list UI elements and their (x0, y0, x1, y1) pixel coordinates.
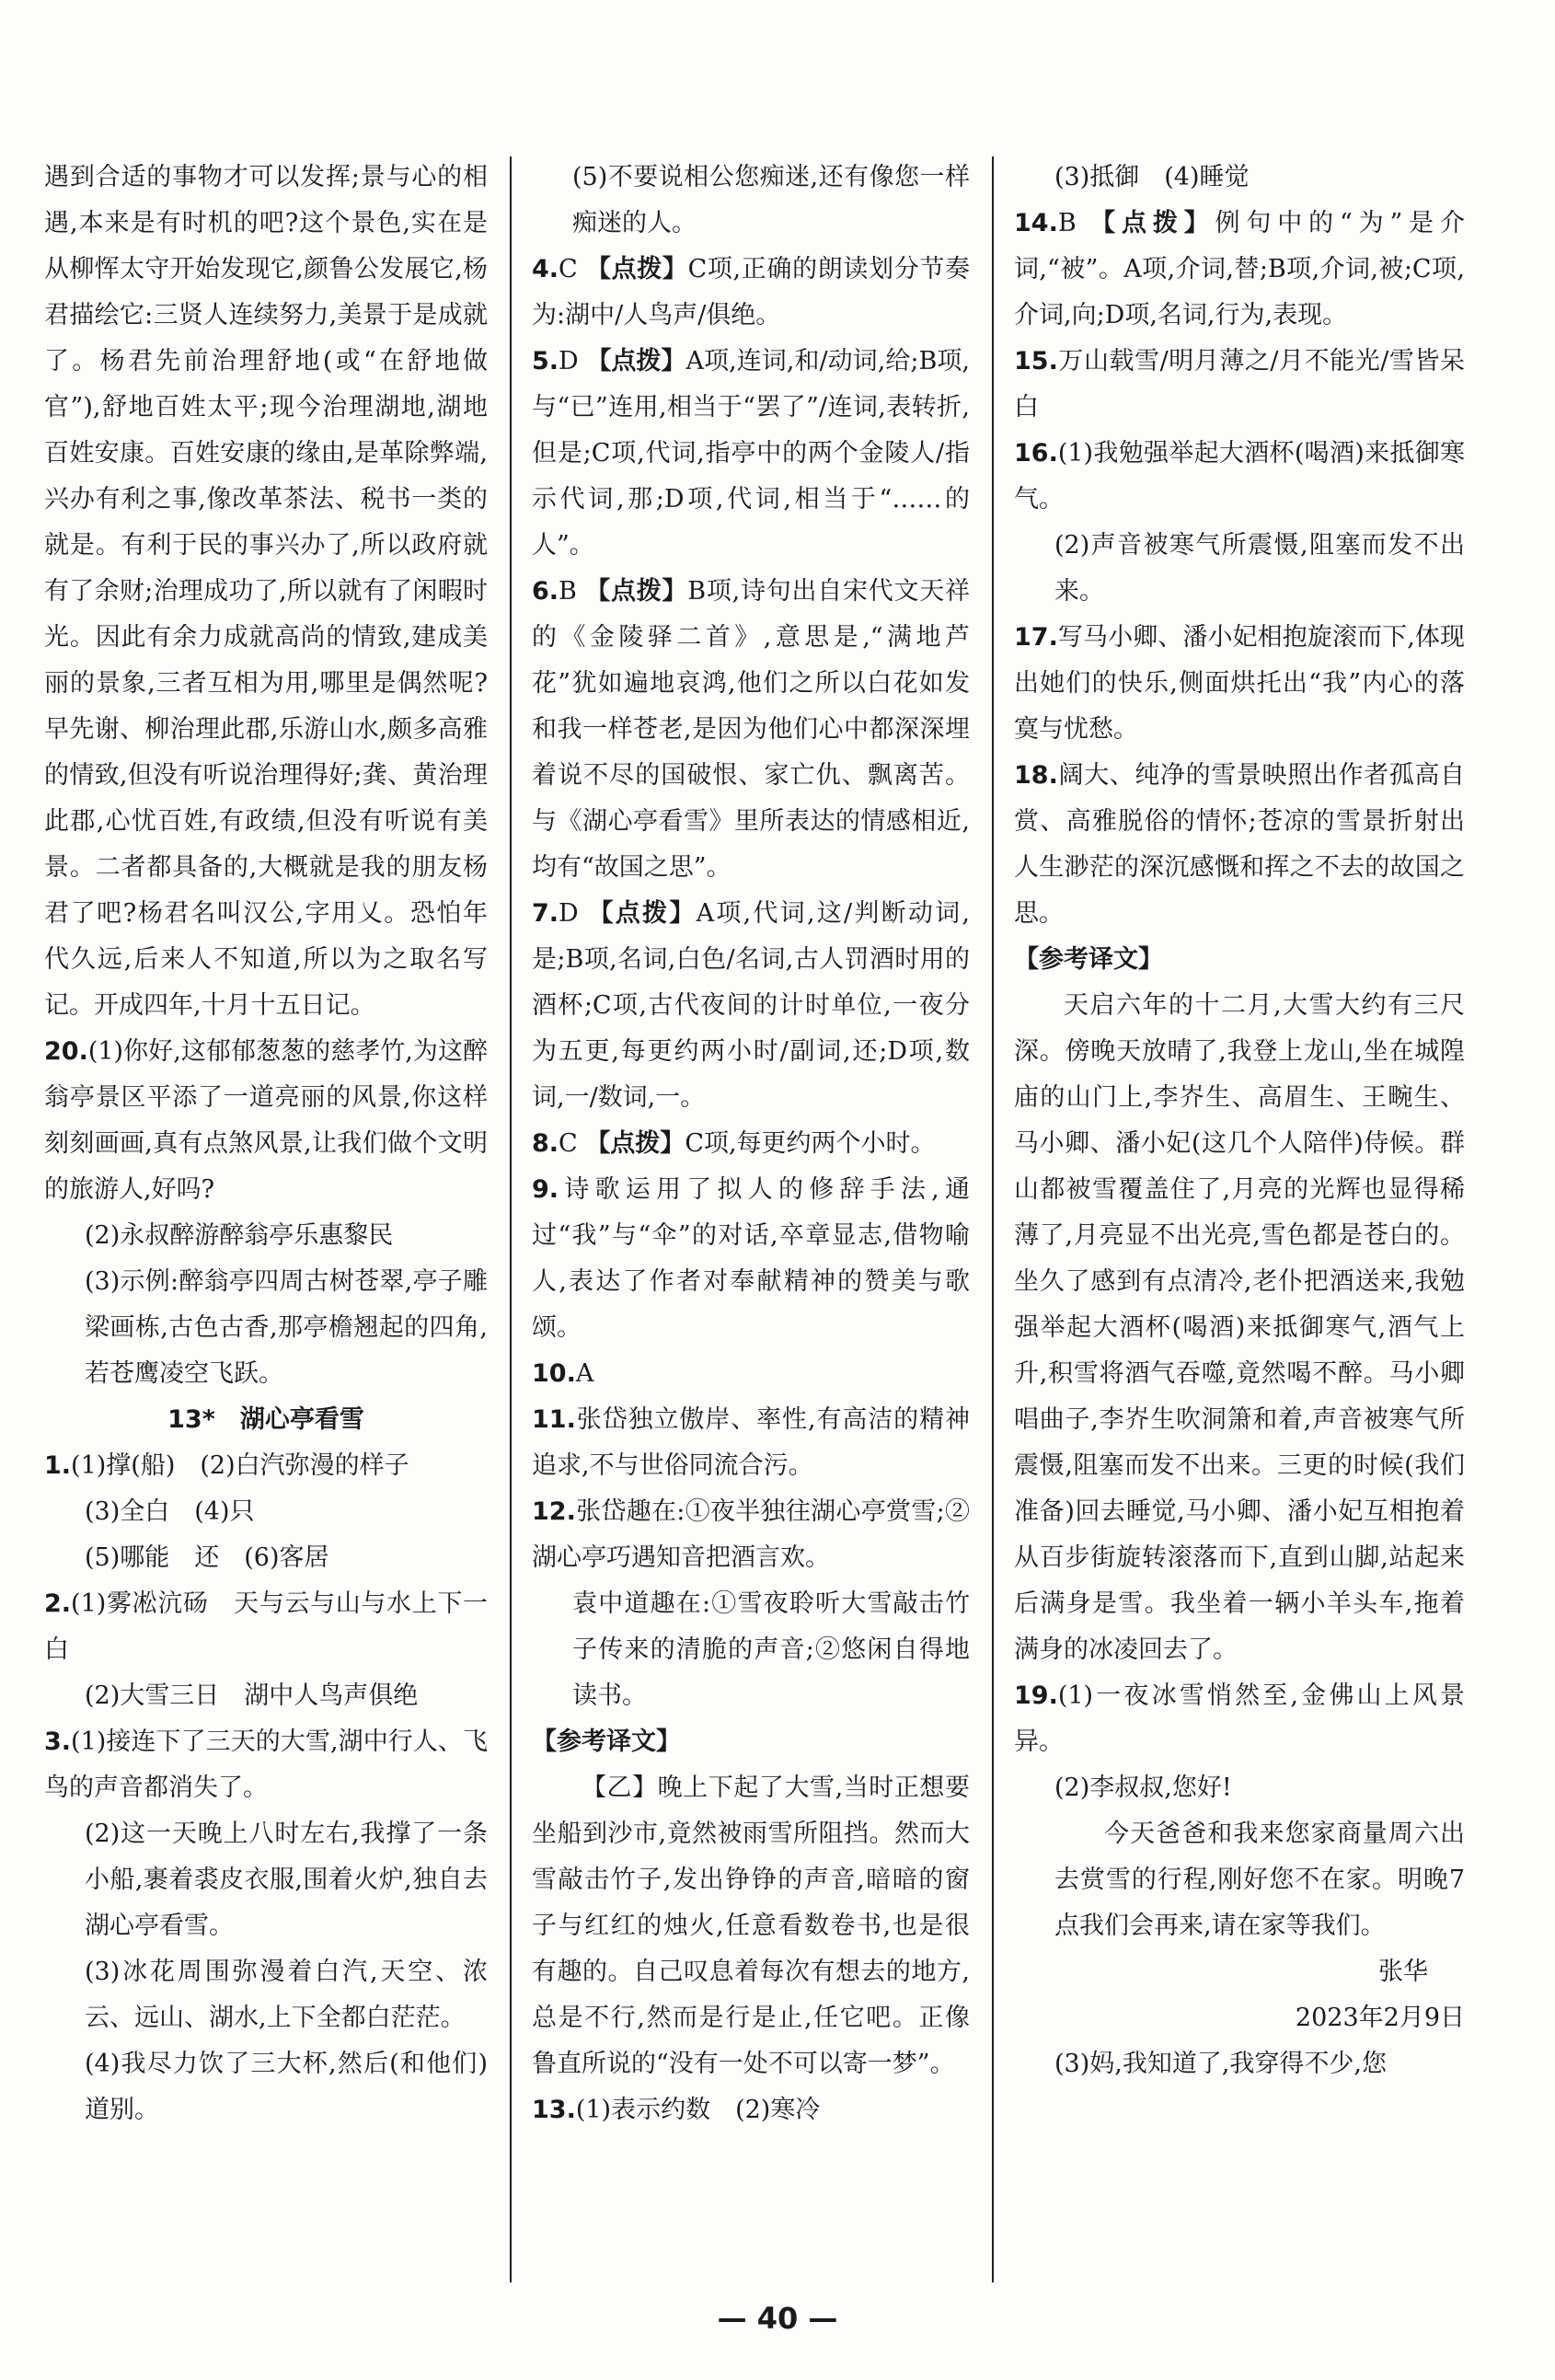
question-number: 20. (44, 1037, 88, 1066)
question-19-part-2: (2)李叔叔,您好! (1054, 1773, 1232, 1802)
question-16 (1014, 431, 1465, 523)
page-number: — 40 — (717, 2301, 838, 2336)
question-number: 13. (532, 2096, 576, 2124)
question-number: 7. (532, 899, 559, 928)
hint-tag: 【点拨】 (585, 255, 688, 283)
question-number: 16. (1014, 439, 1058, 468)
question-10 (532, 1351, 970, 1397)
question-number: 8. (532, 1129, 559, 1158)
answer-text: (1)雾凇沆砀 天与云与山与水上下一白 (44, 1589, 488, 1664)
reference-translation-title: 【参考译文】 (1014, 945, 1163, 974)
question-number: 5. (532, 347, 559, 375)
answer-choice: C (559, 255, 578, 283)
question-3-part-5: (5)不要说相公您痴迷,还有像您一样痴迷的人。 (572, 163, 970, 237)
hint-text: C项,每更约两个小时。 (685, 1129, 936, 1158)
answer-text: 张岱独立傲岸、率性,有高洁的精神追求,不与世俗同流合污。 (532, 1405, 970, 1480)
question-number: 15. (1014, 347, 1058, 375)
reference-translation-title: 【参考译文】 (532, 1727, 681, 1756)
question-number: 11. (532, 1405, 576, 1434)
letter-body: 今天爸爸和我来您家商量周六出去赏雪的行程,刚好您不在家。明晚7点我们会再来,请在家等我们。 (1054, 1820, 1465, 1940)
answer-choice: B (1057, 209, 1077, 237)
question-14 (1014, 201, 1465, 339)
answer-choice: B (559, 577, 577, 606)
question-19 (1014, 1673, 1465, 1765)
hint-text: A项,代词,这/判断动词,是;B项,名词,白色/名词,古人罚酒时用的酒杯;C项,古代夜间的计时单位,一夜分为五更,每更约两小时/副词,还;D项,数词,一/数词,一。 (532, 899, 970, 1112)
letter-date: 2023年2月9日 (1295, 2004, 1465, 2032)
answer-choice: D (559, 347, 579, 375)
hint-tag: 【点拨】 (585, 577, 688, 606)
question-20-part-2: (2)永叔醉游醉翁亭乐惠黎民 (85, 1221, 394, 1250)
hint-text: B项,诗句出自宋代文天祥的《金陵驿二首》,意思是,“满地芦花”犹如遍地哀鸿,他们之所以白花如发和我一样苍老,是因为他们心中都深深埋着说不尽的国破恨、家亡仇、飘离苦。与《湖心亭看雪》里所表达的情感相近,均有“故国之思”。 (532, 577, 970, 882)
column-left (44, 155, 488, 2299)
question-1 (44, 1443, 488, 1489)
column-middle (532, 155, 970, 2299)
question-9 (532, 1167, 970, 1351)
question-number: 2. (44, 1589, 72, 1618)
answer-choice: C (559, 1129, 578, 1158)
question-2 (44, 1581, 488, 1673)
hint-text: C项,正确的朗读划分节奏为:湖中/人鸟声/俱绝。 (532, 255, 970, 329)
answer-text: (1)接连下了三天的大雪,湖中行人、飞鸟的声音都消失了。 (44, 1727, 488, 1802)
question-6 (532, 569, 970, 891)
hint-tag: 【点拨】 (588, 899, 697, 928)
question-4 (532, 247, 970, 339)
question-3-part-3: (3)冰花周围弥漫着白汽,天空、浓云、远山、湖水,上下全都白茫茫。 (85, 1958, 488, 2032)
question-number: 10. (532, 1359, 576, 1388)
reference-translation: 【乙】晚上下起了大雪,当时正想要坐船到沙市,竟然被雨雪所阻挡。然而大雪敲击竹子,发出铮铮的声音,暗暗的窗子与红红的烛火,任意看数卷书,也是很有趣的。自己叹息着每次有想去的地方,总是不行,然而是行是止,任它吧。正像鲁直所说的“没有一处不可以寄一梦”。 (532, 1773, 970, 2078)
question-13 (532, 2087, 970, 2133)
question-number: 19. (1014, 1681, 1058, 1710)
question-number: 3. (44, 1727, 72, 1756)
question-20 (44, 1029, 488, 1213)
question-13-continued: (3)抵御 (4)睡觉 (1054, 163, 1250, 191)
translation-continued: 遇到合适的事物才可以发挥;景与心的相遇,本来是有时机的吧?这个景色,实在是从柳恽太守开始发现它,颜鲁公发展它,杨君描绘它:三贤人连续努力,美景于是成就了。杨君先前治理舒地(或“在舒地做官”),舒地百姓太平;现今治理湖地,湖地百姓安康。百姓安康的缘由,是革除弊端,兴办有利之事,像改革茶法、税书一类的就是。有利于民的事兴办了,所以政府就有了余财;治理成功了,所以就有了闲暇时光。因此有余力成就高尚的情致,建成美丽的景象,三者互相为用,哪里是偶然呢?早先谢、柳治理此郡,乐游山水,颇多高雅的情致,但没有听说治理得好;龚、黄治理此郡,心忧百姓,有政绩,但没有听说有美景。二者都具备的,大概就是我的朋友杨君了吧?杨君名叫汉公,字用乂。恐怕年代久远,后来人不知道,所以为之取名写记。开成四年,十月十五日记。 (44, 163, 488, 1020)
question-number: 9. (532, 1175, 559, 1204)
answer-text: (1)表示约数 (2)寒冷 (575, 2096, 821, 2124)
question-12 (532, 1489, 970, 1581)
hint-tag: 【点拨】 (585, 1129, 685, 1158)
answer-choice: D (559, 899, 579, 928)
question-19-part-3: (3)妈,我知道了,我穿得不少,您 (1054, 2050, 1387, 2078)
column-right (1014, 155, 1465, 2299)
question-5 (532, 339, 970, 569)
question-2-part-2: (2)大雪三日 湖中人鸟声俱绝 (85, 1681, 419, 1710)
question-15 (1014, 339, 1465, 431)
question-3 (44, 1719, 488, 1811)
section-title: 13* 湖心亭看雪 (167, 1405, 364, 1434)
answer-text: A (575, 1359, 594, 1388)
question-20-part-3: (3)示例:醉翁亭四周古树苍翠,亭子雕梁画栋,古色古香,那亭檐翘起的四角,若苍鹰凌空飞跃。 (85, 1267, 488, 1388)
question-number: 12. (532, 1497, 576, 1526)
question-number: 4. (532, 255, 559, 283)
answer-text: 万山载雪/明月薄之/月不能光/雪皆呆白 (1014, 347, 1465, 422)
question-1-line-2: (3)全白 (4)只 (85, 1497, 255, 1526)
question-number: 6. (532, 577, 559, 606)
hint-tag: 【点拨】 (1090, 209, 1215, 237)
question-17 (1014, 615, 1465, 753)
answer-text: (1)撑(船) (2)白汽弥漫的样子 (71, 1451, 409, 1480)
question-12-part-2: 袁中道趣在:①雪夜聆听大雪敲击竹子传来的清脆的声音;②悠闲自得地读书。 (572, 1589, 970, 1710)
question-1-line-3: (5)哪能 还 (6)客居 (85, 1543, 329, 1572)
question-16-part-2: (2)声音被寒气所震慑,阻塞而发不出来。 (1054, 531, 1465, 606)
answer-text: 阔大、纯净的雪景映照出作者孤高自赏、高雅脱俗的情怀;苍凉的雪景折射出人生渺茫的深沉感慨和挥之不去的故国之思。 (1014, 761, 1465, 928)
answer-text: 写马小卿、潘小妃相抱旋滚而下,体现出她们的快乐,侧面烘托出“我”内心的落寞与忧愁。 (1014, 623, 1465, 744)
question-3-part-4: (4)我尽力饮了三大杯,然后(和他们)道别。 (85, 2050, 488, 2124)
question-number: 17. (1014, 623, 1058, 652)
question-8 (532, 1121, 970, 1167)
hint-tag: 【点拨】 (586, 347, 686, 375)
reference-translation: 天启六年的十二月,大雪大约有三尺深。傍晚天放晴了,我登上龙山,坐在城隍庙的山门上,李岕生、高眉生、王畹生、马小卿、潘小妃(这几个人陪伴)侍候。群山都被雪覆盖住了,月亮的光辉也显得稀薄了,月亮显不出光亮,雪色都是苍白的。坐久了感到有点清冷,老仆把酒送来,我勉强举起大酒杯(喝酒)来抵御寒气,酒气上升,积雪将酒气吞噬,竟然喝不醉。马小卿唱曲子,李岕生吹洞箫和着,声音被寒气所震慑,阻塞而发不出来。三更的时候(我们准备)回去睡觉,马小卿、潘小妃互相抱着从百步街旋转滚落而下,直到山脚,站起来后满身是雪。我坐着一辆小羊头车,拖着满身的冰凌回去了。 (1014, 991, 1465, 1664)
column-divider (510, 156, 512, 2282)
question-3-part-2: (2)这一天晚上八时左右,我撑了一条小船,裹着裘皮衣服,围着火炉,独自去湖心亭看雪。 (85, 1820, 488, 1940)
question-number: 14. (1014, 209, 1058, 237)
answer-text: (1)一夜冰雪悄然至,金佛山上风景异。 (1014, 1681, 1465, 1756)
hint-text: 例句中的“为”是介词,“被”。A项,介词,替;B项,介词,被;C项,介词,向;D项,名词,行为,表现。 (1014, 209, 1465, 329)
column-divider (992, 156, 994, 2282)
question-11 (532, 1397, 970, 1489)
answer-text: (1)你好,这郁郁葱葱的慈孝竹,为这醉翁亭景区平添了一道亮丽的风景,你这样刻刻画画,真有点煞风景,让我们做个文明的旅游人,好吗? (44, 1037, 488, 1204)
hint-text: A项,连词,和/动词,给;B项,与“已”连用,相当于“罢了”/连词,表转折,但是;C项,代词,指亭中的两个金陵人/指示代词,那;D项,代词,相当于“……的人”。 (532, 347, 970, 560)
question-number: 18. (1014, 761, 1058, 790)
answer-text: (1)我勉强举起大酒杯(喝酒)来抵御寒气。 (1014, 439, 1465, 514)
question-7 (532, 891, 970, 1121)
letter-signature: 张华 (1378, 1958, 1428, 1986)
question-number: 1. (44, 1451, 72, 1480)
answer-text: 张岱趣在:①夜半独往湖心亭赏雪;②湖心亭巧遇知音把酒言欢。 (532, 1497, 970, 1572)
question-18 (1014, 753, 1465, 937)
answer-text: 诗歌运用了拟人的修辞手法,通过“我”与“伞”的对话,卒章显志,借物喻人,表达了作者对奉献精神的赞美与歌颂。 (532, 1175, 970, 1342)
